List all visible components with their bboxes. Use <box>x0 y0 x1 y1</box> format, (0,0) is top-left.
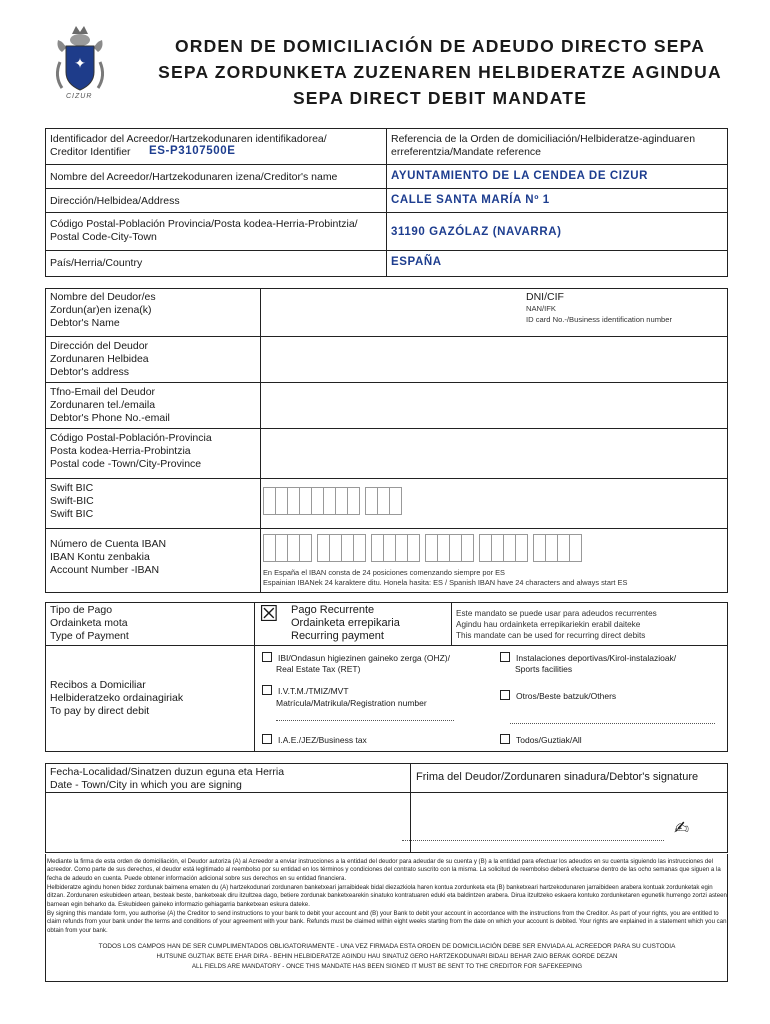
date-place-input[interactable] <box>50 795 405 850</box>
mandate-reference-label: Referencia de la Orden de domiciliación/Helbideratze-aginduaren <box>391 133 696 145</box>
payment-type-label-en: Type of Payment <box>50 630 129 642</box>
dni-sub-label-en: ID card No.-/Business identification number <box>526 315 673 324</box>
logo-caption: CIZUR <box>66 93 93 100</box>
option-sport-label-en: Sports facilities <box>515 664 573 674</box>
iban-label: Número de Cuenta IBAN <box>50 538 167 550</box>
other-input[interactable] <box>510 722 715 724</box>
payment-type-label-eu: Ordainketa mota <box>50 617 128 629</box>
recurrent-payment-checkbox[interactable]: ☒ <box>259 602 279 627</box>
creditor-id-value: ES-P3107500E <box>149 145 236 157</box>
iban-note: En España el IBAN consta de 24 posiciones comenzando siempre por ES <box>263 568 505 577</box>
option-all[interactable] <box>500 734 582 745</box>
checkbox-sport[interactable] <box>500 652 510 662</box>
char-cell[interactable] <box>461 534 474 562</box>
title-spanish: ORDEN DE DOMICILIACIÓN DE ADEUDO DIRECTO SEPA <box>174 36 706 56</box>
creditor-country-label: País/Herria/Country <box>50 257 143 269</box>
svg-text:✦: ✦ <box>74 56 86 72</box>
option-ibi[interactable] <box>262 652 450 663</box>
option-other-label: Otros/Beste batzuk/Others <box>516 691 617 701</box>
legal-text-es: Mediante la firma de esta orden de domiciliación, el Deudor autoriza (A) al Acreedor a enviar instrucciones a la entidad del deudor para adeudar de su cuenta y (B) a la entidad para efectuar los adeudos en su cuenta siguiendo las instrucciones del acreedor. Como parte de sus derechos, el deudor está legitimado al reembolso por su entidad en los términos y condiciones del contrato suscrito con la misma. La solicitud de reembolso deberá efectuarse dentro de las ocho semanas que siguen a la fecha de adeudo en cuenta. Puede obtener información adicional sobre sus derechos en su entidad financiera. <box>47 858 721 882</box>
mandatory-notice-es: TODOS LOS CAMPOS HAN DE SER CUMPLIMENTADOS OBLIGATORIAMENTE - UNA VEZ FIRMADA ESTA ORDEN DE DOMICILIACIÓN DEBE SER ENVIADA AL ACREEDOR PARA SU CUSTODIA <box>98 943 676 950</box>
option-sport-label: Instalaciones deportivas/Kirol-instalazioak/ <box>516 653 677 663</box>
option-sport[interactable] <box>500 652 676 663</box>
debtor-address-label-eu: Zordunaren Helbidea <box>50 353 149 365</box>
mandate-reference-label-en: erreferentzia/Mandate reference <box>391 146 541 158</box>
debtor-phone-label-en: Debtor's Phone No.-email <box>50 412 170 424</box>
option-iae-label: I.A.E./JEZ/Business tax <box>278 735 367 745</box>
option-ivtm-registration: Matrícula/Matrikula/Registration number <box>276 698 427 708</box>
debtor-postal-input[interactable] <box>265 430 725 476</box>
debtor-address-label: Dirección del Deudor <box>50 340 149 352</box>
debtor-postal-label-eu: Posta kodea-Herria-Probintzia <box>50 445 191 457</box>
recurrent-note: Este mandato se puede usar para adeudos recurrentes <box>456 609 657 618</box>
recurrent-payment-label-en: Recurring payment <box>291 630 384 642</box>
registration-number-input[interactable] <box>276 719 454 721</box>
option-other[interactable] <box>500 690 616 701</box>
debtor-postal-label-en: Postal code -Town/City-Province <box>50 458 202 470</box>
char-cell[interactable] <box>407 534 420 562</box>
domicile-label-en: To pay by direct debit <box>50 705 150 717</box>
checkbox-iae[interactable] <box>262 734 272 744</box>
domicile-label-eu: Helbideratzeko ordainagiriak <box>50 692 184 704</box>
dni-input[interactable] <box>524 326 724 335</box>
creditor-id-label-en: Creditor Identifier <box>50 146 131 158</box>
iban-label-en: Account Number -IBAN <box>50 564 160 576</box>
debtor-address-label-en: Debtor's address <box>50 366 130 378</box>
checkbox-all[interactable] <box>500 734 510 744</box>
checkbox-ivtm[interactable] <box>262 685 272 695</box>
checkbox-ibi[interactable] <box>262 652 272 662</box>
creditor-country-value: ESPAÑA <box>391 256 442 268</box>
debtor-name-label: Nombre del Deudor/es <box>50 291 156 303</box>
debtor-phone-label: Tfno-Email del Deudor <box>50 386 156 398</box>
option-ivtm-label: I.V.T.M./TMIZ/MVT <box>278 686 349 696</box>
creditor-postal-label: Código Postal-Población Provincia/Posta kodea-Herria-Probintzia/ <box>50 218 358 230</box>
dni-label: DNI/CIF <box>526 291 564 303</box>
option-ibi-label: IBI/Ondasun higiezinen gaineko zerga (OHZ)/ <box>278 653 450 663</box>
recurrent-note-eu: Agindu hau ordainketa errepikariekin erabil daiteke <box>456 620 641 629</box>
char-cell[interactable] <box>515 534 528 562</box>
creditor-id-label: Identificador del Acreedor/Hartzekodunaren identifikadorea/ <box>50 133 327 145</box>
legal-text-eu: Helbideratze agindu honen bidez zordunak baimena ematen du (A) hartzekodunari zordunaren banketxeari jarraibideak bidal diezazkiola haren kontua zordunketa eta (B) banketxeari hartzekodunaren jarraibideen arabera kontuak zordunketak egin ditzan. Zordunaren eskubideen artean, besteak beste, banketxeak diru itzultzea dago, betiere zordunak banketxearekin sinatuko kontratuaren eduki eta baldintzen arabera. Dirua itzultzeko eskaera kontuko zordunketaren egunetik hurrengo zortzi asteen barnean egin beharko da. Eskubideen gaineko informazio gehiagarria banketxean eskura dateke. <box>47 884 727 908</box>
debtor-name-label-en: Debtor's Name <box>50 317 120 329</box>
option-ibi-label-en: Real Estate Tax (RET) <box>276 664 361 674</box>
swift-label-eu: Swift-BIC <box>50 495 94 507</box>
creditor-address-label: Dirección/Helbidea/Address <box>50 195 180 207</box>
creditor-postal-label-en: Postal Code-City-Town <box>50 231 157 243</box>
payment-type-label: Tipo de Pago <box>50 604 113 616</box>
debtor-name-input[interactable] <box>265 290 520 334</box>
pen-icon: ✍ <box>674 818 690 839</box>
legal-text-en: By signing this mandate form, you authorise (A) the Creditor to send instructions to your bank to debit your account and (B) your Bank to debit your account in accordance with the instructions from the Creditor. As part of your rights, you are entitled to claim refunds from your bank under the terms and conditions of your agreement with your bank. Refunds must be claimed within eight weeks starting from the date on which your account is debited. Your rights are explained in a statement which you can obtain from your bank. <box>47 910 727 934</box>
option-ivtm[interactable] <box>262 685 349 696</box>
debtor-name-label-eu: Zordun(ar)en izena(k) <box>50 304 152 316</box>
dni-sub-label: NAN/IFK <box>526 304 556 313</box>
swift-label-en: Swift BIC <box>50 508 94 520</box>
swift-label: Swift BIC <box>50 482 94 494</box>
char-cell[interactable] <box>299 534 312 562</box>
title-english: SEPA DIRECT DEBIT MANDATE <box>292 88 588 108</box>
iban-label-eu: IBAN Kontu zenbakia <box>50 551 150 563</box>
char-cell[interactable] <box>389 487 402 515</box>
signature-label: Frima del Deudor/Zordunaren sinadura/Debtor's signature <box>416 771 699 783</box>
domicile-label: Recibos a Domiciliar <box>50 679 146 691</box>
char-cell[interactable] <box>347 487 360 515</box>
mandatory-notice-eu: HUTSUNE GUZTIAK BETE EHAR DIRA - BEHIN HELBIDERATZE AGINDU HAU SINATUZ GERO HARTZEKODUNARI BIDALI BEHAR ZAIO BERAK GORDE DEZAN <box>156 953 618 960</box>
creditor-postal-value: 31190 GAZÓLAZ (NAVARRA) <box>391 226 562 238</box>
date-place-label-en: Date - Town/City in which you are signing <box>50 779 242 791</box>
creditor-name-label: Nombre del Acreedor/Hartzekodunaren izena/Creditor's name <box>50 171 338 183</box>
coat-of-arms-logo <box>50 22 110 102</box>
char-cell[interactable] <box>569 534 582 562</box>
option-iae[interactable] <box>262 734 367 745</box>
recurrent-note-en: This mandate can be used for recurring direct debits <box>456 631 646 640</box>
recurrent-payment-label: Pago Recurrente <box>291 604 375 616</box>
option-all-label: Todos/Guztiak/All <box>516 735 582 745</box>
debtor-address-input[interactable] <box>265 338 725 380</box>
recurrent-payment-label-eu: Ordainketa errepikaria <box>291 617 400 629</box>
debtor-postal-label: Código Postal-Población-Provincia <box>50 432 212 444</box>
iban-note-en: Espainian IBANek 24 karaktere ditu. Honela hasita: ES / Spanish IBAN have 24 characters and always start ES <box>263 578 628 587</box>
char-cell[interactable] <box>353 534 366 562</box>
mandatory-notice-en: ALL FIELDS ARE MANDATORY - ONCE THIS MANDATE HAS BEEN SIGNED IT MUST BE SENT TO THE CREDITOR FOR SAFEKEEPING <box>191 963 583 970</box>
title-basque: SEPA ZORDUNKETA ZUZENAREN HELBIDERATZE AGINDUA <box>158 62 722 82</box>
creditor-address-value: CALLE SANTA MARÍA Nº 1 <box>391 194 550 206</box>
creditor-name-value: AYUNTAMIENTO DE LA CENDEA DE CIZUR <box>391 170 649 182</box>
debtor-phone-label-eu: Zordunaren tel./emaila <box>50 399 156 411</box>
checkbox-other[interactable] <box>500 690 510 700</box>
debtor-phone-input[interactable] <box>265 384 725 426</box>
date-place-label: Fecha-Localidad/Sinatzen duzun eguna eta Herria <box>50 766 285 778</box>
signature-line[interactable] <box>402 839 664 841</box>
